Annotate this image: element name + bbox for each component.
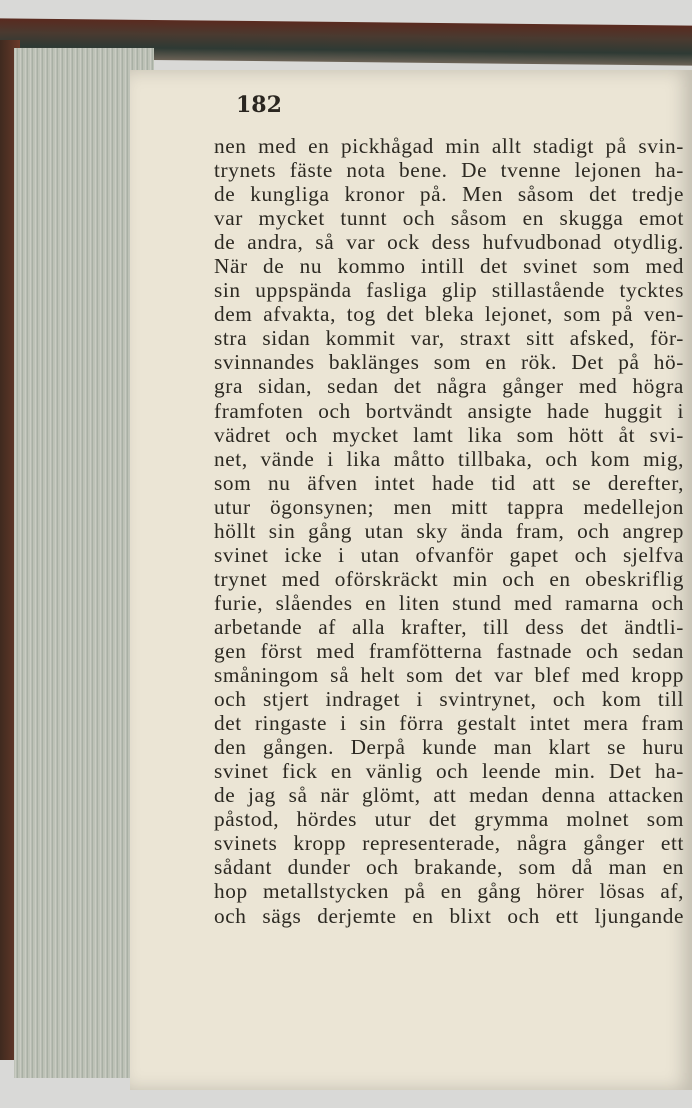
text-line: svinets kropp representerade, några gånger ett bbox=[214, 831, 684, 856]
body-text bbox=[214, 134, 684, 928]
text-line: trynets fäste nota bene. De tvenne lejonen ha- bbox=[214, 158, 684, 183]
text-line: påstod, hördes utur det grymma molnet som bbox=[214, 807, 684, 832]
text-line: och stjert indraget i svintrynet, och kom till bbox=[214, 687, 684, 712]
text-line: svinet icke i utan ofvanför gapet och sjelfva bbox=[214, 542, 684, 567]
text-line: de jag så när glömt, att medan denna attacken bbox=[214, 783, 684, 808]
text-line: sin uppspända fasliga glip stillastående tycktes bbox=[214, 278, 684, 303]
text-line: När de nu kommo intill det svinet som med bbox=[214, 254, 684, 279]
text-line: gra sidan, sedan det några gånger med högra bbox=[214, 374, 684, 399]
text-line: furie, slåendes en liten stund med ramarna och bbox=[214, 590, 684, 615]
text-line: hop metallstycken på en gång hörer lösas af, bbox=[214, 879, 684, 904]
text-line: stra sidan kommit var, straxt sitt afsked, för- bbox=[214, 326, 684, 351]
text-line: den gången. Derpå kunde man klart se huru bbox=[214, 735, 684, 760]
text-line: dem afvakta, tog det bleka lejonet, som på ven- bbox=[214, 302, 684, 327]
text-line: de kungliga kronor på. Men såsom det tredje bbox=[214, 182, 684, 207]
text-line: nen med en pickhågad min allt stadigt på svin- bbox=[214, 134, 684, 158]
text-line: höllt sin gång utan sky ända fram, och angrep bbox=[214, 518, 684, 543]
text-line: arbetande af alla krafter, till dess det ändtli- bbox=[214, 614, 684, 639]
text-line: utur ögonsynen; men mitt tappra medellejon bbox=[214, 494, 684, 519]
text-line: gen först med framfötterna fastnade och sedan bbox=[214, 638, 684, 663]
text-line: de andra, så var ock dess hufvudbonad otydlig. bbox=[214, 230, 684, 255]
text-line: vädret och mycket lamt lika som hött åt svi- bbox=[214, 422, 684, 447]
text-line: var mycket tunnt och såsom en skugga emot bbox=[214, 206, 684, 231]
text-line: som nu äfven intet hade tid att se derefter, bbox=[214, 470, 684, 495]
text-line: svinet fick en vänlig och leende min. Det ha- bbox=[214, 759, 684, 784]
text-line: net, vände i lika måtto tillbaka, och kom mig, bbox=[214, 446, 684, 471]
text-line: sådant dunder och brakande, som då man en bbox=[214, 855, 684, 880]
page-number: 182 bbox=[236, 92, 282, 118]
text-line: svinnandes baklänges som en rök. Det på hö- bbox=[214, 350, 684, 375]
text-line: trynet med oförskräckt min och en obeskriflig bbox=[214, 566, 684, 591]
text-line: det ringaste i sin förra gestalt intet mera fram bbox=[214, 711, 684, 736]
text-line: framfoten och bortvändt ansigte hade huggit i bbox=[214, 398, 684, 423]
text-line: och sägs derjemte en blixt och ett ljungande bbox=[214, 903, 684, 928]
text-line: småningom så helt som det var blef med kropp bbox=[214, 663, 684, 688]
